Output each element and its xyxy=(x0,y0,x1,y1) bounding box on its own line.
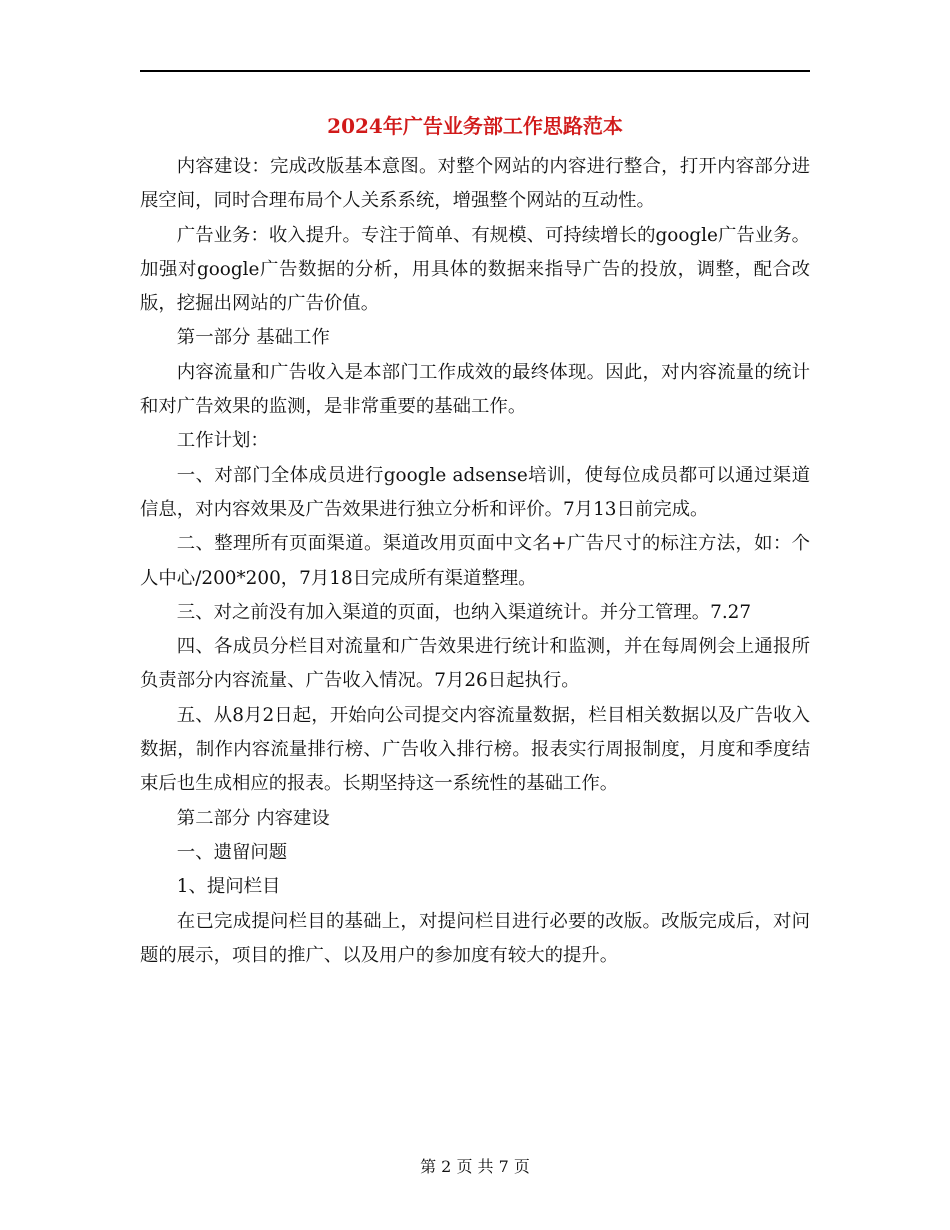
paragraph-ad-business: 广告业务：收入提升。专注于简单、有规模、可持续增长的google广告业务。加强对google广告数据的分析，用具体的数据来指导广告的投放，调整，配合改版，挖掘出网站的广告价值。 xyxy=(140,224,810,315)
document-title: 2024年广告业务部工作思路范本 xyxy=(327,114,623,138)
plan-item-4: 四、各成员分栏目对流量和广告效果进行统计和监测，并在每周例会上通报所负责部分内容流量、广告收入情况。7月26日起执行。 xyxy=(140,636,810,692)
paragraph-part-one-intro: 内容流量和广告收入是本部门工作成效的最终体现。因此，对内容流量的统计和对广告效果的监测，是非常重要的基础工作。 xyxy=(140,361,810,418)
section-heading-part-one: 第一部分 基础工作 xyxy=(176,327,330,349)
work-plan-label: 工作计划： xyxy=(176,430,269,452)
subheading-question-column: 1、提问栏目 xyxy=(176,876,281,898)
page-number-footer: 第 2 页 共 7 页 xyxy=(420,1157,530,1176)
header-rule xyxy=(140,70,810,72)
section-heading-part-two: 第二部分 内容建设 xyxy=(176,807,330,829)
plan-item-2: 二、整理所有页面渠道。渠道改用页面中文名+广告尺寸的标注方法，如：个人中心/200*200，7月18日完成所有渠道整理。 xyxy=(140,533,810,589)
document-body xyxy=(140,150,810,973)
plan-item-1: 一、对部门全体成员进行google adsense培训，使每位成员都可以通过渠道信息，对内容效果及广告效果进行独立分析和评价。7月13日前完成。 xyxy=(140,464,810,520)
plan-item-3: 三、对之前没有加入渠道的页面，也纳入渠道统计。并分工管理。7.27 xyxy=(176,601,752,623)
paragraph-question-column: 在已完成提问栏目的基础上，对提问栏目进行必要的改版。改版完成后，对问题的展示，项目的推广、以及用户的参加度有较大的提升。 xyxy=(140,910,810,966)
paragraph-content-construction: 内容建设：完成改版基本意图。对整个网站的内容进行整合，打开内容部分进展空间，同时合理布局个人关系系统，增强整个网站的互动性。 xyxy=(140,156,810,212)
subheading-legacy-issues: 一、遗留问题 xyxy=(176,841,288,863)
plan-item-5: 五、从8月2日起，开始向公司提交内容流量数据，栏目相关数据以及广告收入数据，制作内容流量排行榜、广告收入排行榜。报表实行周报制度，月度和季度结束后也生成相应的报表。长期坚持这一系统性的基础工作。 xyxy=(140,704,810,795)
